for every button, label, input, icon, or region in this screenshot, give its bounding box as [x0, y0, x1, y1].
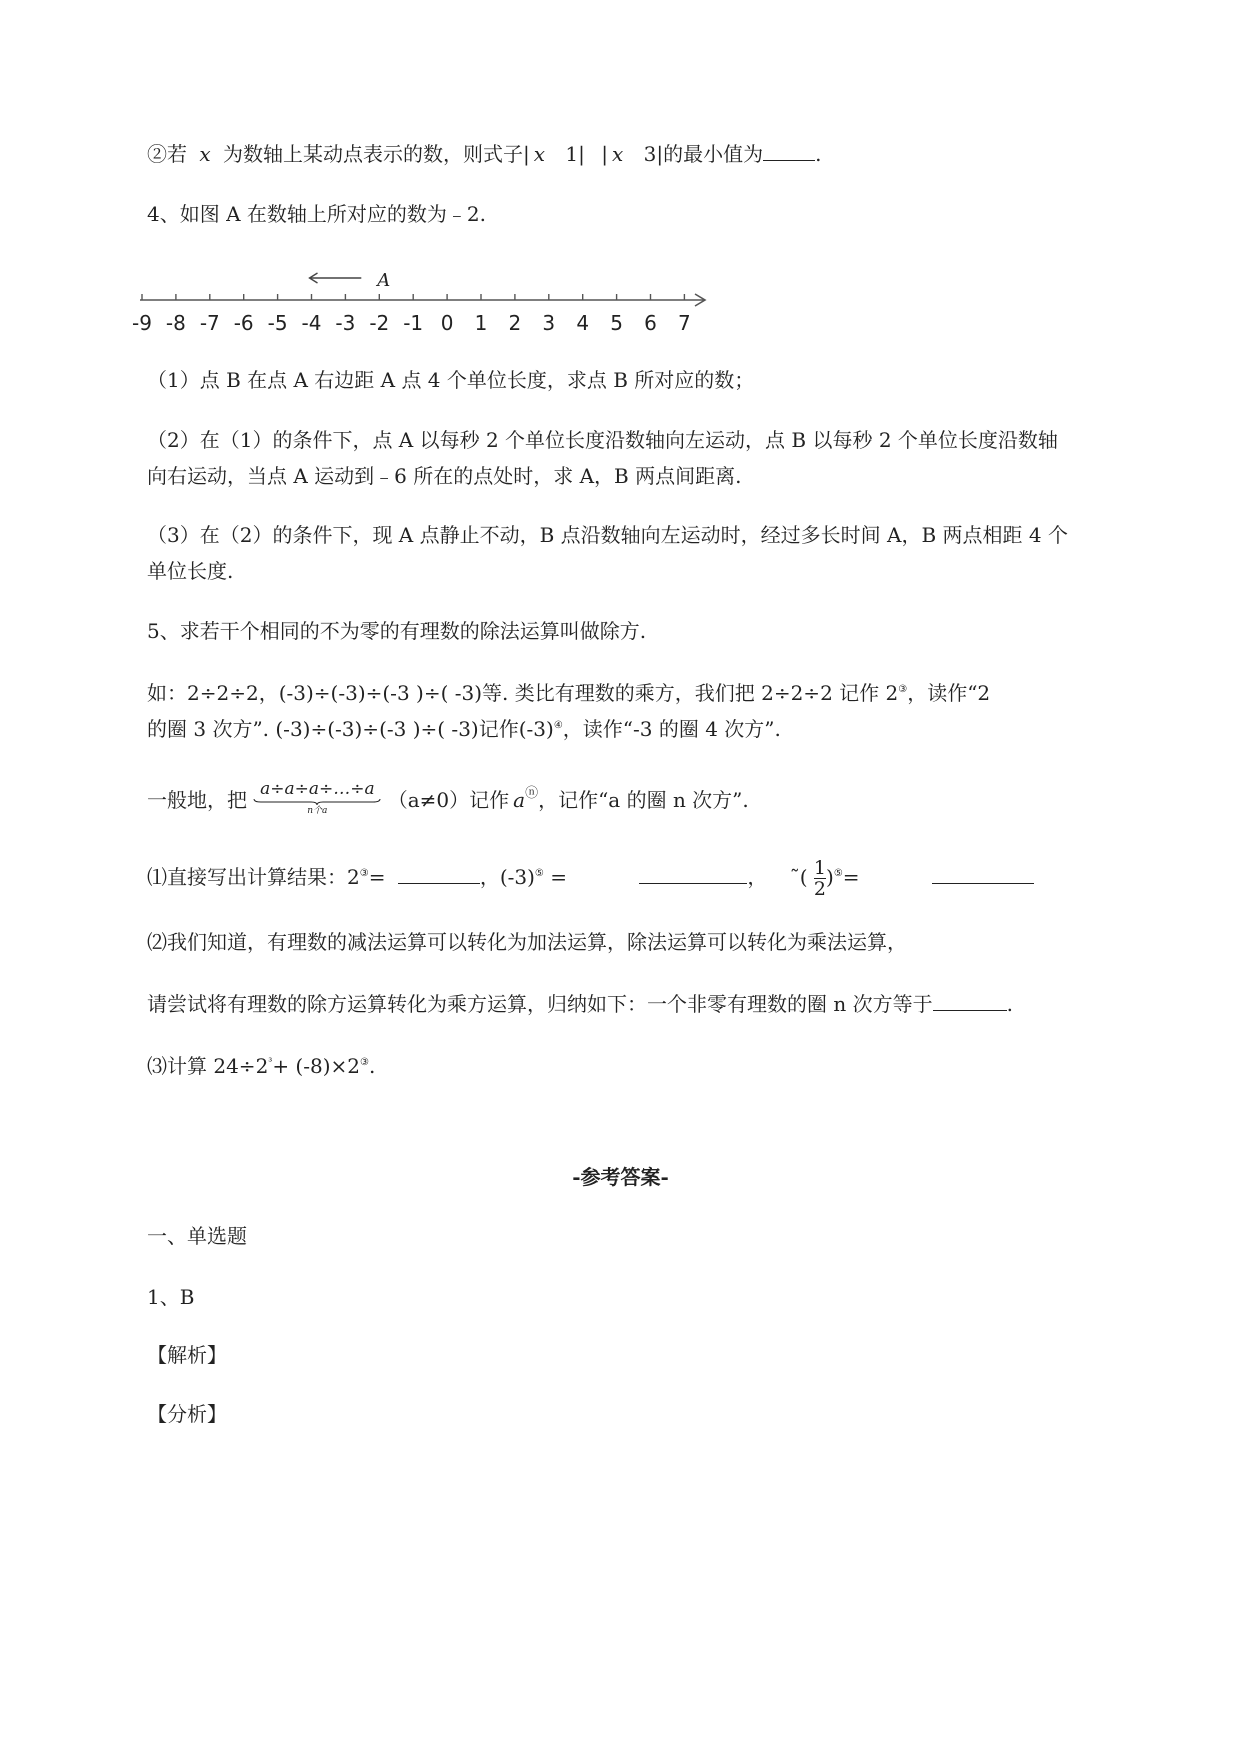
analysis-label-2: 【分析】: [147, 1402, 227, 1426]
q3-suffix: 的最小值为: [663, 142, 764, 166]
fraction-numerator: 1: [813, 857, 826, 879]
tick-label: 1: [474, 311, 488, 335]
q5-general-sup: ⓝ: [525, 786, 539, 801]
tick-label: -9: [132, 311, 152, 335]
q5-p2-blank[interactable]: [933, 996, 1007, 1011]
answers-heading: -参考答案-: [572, 1165, 669, 1189]
tick-label: -8: [165, 311, 186, 335]
number-line-ticks: [142, 294, 684, 300]
q5-p1-sup1: ③: [359, 868, 369, 879]
number-line-figure: [132, 258, 720, 338]
q5-ex1-text-a: 如：2÷2÷2，(-3)÷(-3)÷(-3 )÷( -3)等. 类比有理数的乘方，我们把 2÷2÷2 记作 2: [147, 681, 899, 705]
tick-label: -4: [301, 311, 322, 335]
tick-label: 3: [542, 311, 556, 335]
q3-expr-d: x: [611, 142, 624, 166]
analysis-label: 【解析】: [147, 1343, 227, 1367]
number-line-labels: [132, 311, 691, 335]
tick-label: 6: [644, 311, 657, 335]
question-4-intro: 4、如图 A 在数轴上所对应的数为﹣2.: [147, 202, 486, 226]
q5-p1-d: =: [543, 865, 568, 889]
q5-ex1-sup: ③: [898, 684, 908, 695]
question-4-sub-2-line-2: 向右运动，当点 A 运动到﹣6 所在的点处时，求 A，B 两点间距离.: [147, 464, 742, 488]
q5-p3-sup2: ③: [360, 1057, 369, 1068]
question-5-example-line-1: [147, 676, 990, 707]
q5-ex2-text-b: ，读作“-3 的圈 4 次方”.: [562, 717, 781, 741]
question-5-part-3: [147, 1049, 375, 1080]
q3-mid: 为数轴上某动点表示的数，则式子|: [223, 142, 530, 166]
tick-label: -2: [369, 311, 390, 335]
tick-label: -3: [335, 311, 356, 335]
q5-p1-blank-1[interactable]: [398, 869, 480, 884]
question-5-part-2-line-2: [147, 990, 1013, 1018]
q3-expr-b: 1|: [565, 142, 585, 166]
q5-general-c: ，记作“a 的圈 n 次方”.: [538, 788, 749, 812]
q5-p1-paren: (: [799, 865, 808, 889]
q3-expr-a: x: [533, 142, 546, 166]
tick-label: -7: [199, 311, 220, 335]
answers-section-title: 一、单选题: [147, 1224, 247, 1248]
q3-end: .: [815, 142, 822, 166]
q3-var-x: x: [199, 142, 211, 166]
underbrace-expression: [253, 780, 381, 816]
question-4-sub-2-line-1: （2）在（1）的条件下，点 A 以每秒 2 个单位长度沿数轴向左运动，点 B 以每秒 2 个单位长度沿数轴: [147, 428, 1058, 452]
q5-p1-close: ): [826, 865, 834, 889]
q5-p1-blank-2[interactable]: [639, 869, 747, 884]
q5-ex1-text-b: ，读作“2: [907, 681, 991, 705]
q5-general-a: 一般地，把: [147, 788, 247, 812]
question-5-part-2-line-1: ⑵我们知道，有理数的减法运算可以转化为加法运算，除法运算可以转化为乘法运算，: [147, 930, 907, 954]
tick-label: -6: [233, 311, 254, 335]
tick-label: 4: [576, 311, 590, 335]
q5-p3-b: + (-8)×2: [272, 1054, 360, 1078]
q5-p3-sup1: ³: [268, 1057, 273, 1068]
q5-p1-b: =: [368, 865, 386, 889]
q5-p3-c: .: [368, 1054, 376, 1078]
fraction-one-half: [814, 858, 826, 899]
tick-label: 7: [678, 311, 691, 335]
tick-label: 0: [440, 311, 454, 335]
q5-p1-a: ⑴直接写出计算结果：2: [147, 865, 360, 889]
question-5-general-definition: [147, 780, 749, 820]
question-4-sub-3-line-2: 单位长度.: [147, 559, 234, 583]
tick-label: -1: [403, 311, 424, 335]
q3-expr-e: 3|: [643, 142, 664, 166]
q5-p1-sup3: ⑤: [833, 868, 843, 879]
tick-label: 5: [610, 311, 623, 335]
answer-item-1: 1、B: [147, 1285, 195, 1309]
q3-expr-c: |: [601, 142, 608, 166]
q5-p3-a: ⑶计算 24÷2: [147, 1054, 269, 1078]
q5-general-b: （a≠0）记作: [387, 788, 510, 812]
tick-label: 2: [508, 311, 522, 335]
q5-p2-text: 请尝试将有理数的除方运算转化为乘方运算，归纳如下：一个非零有理数的圈 n 次方等于: [147, 992, 933, 1016]
q5-general-var: a: [513, 788, 526, 812]
question-3-part-2: [147, 140, 821, 168]
q5-ex2-sup: ④: [553, 720, 563, 731]
q5-ex2-text-a: 的圈 3 次方”. (-3)÷(-3)÷(-3 )÷( -3)记作(-3): [147, 717, 554, 741]
question-5-intro: 5、求若干个相同的不为零的有理数的除法运算叫做除方.: [147, 619, 647, 643]
q5-p1-f: =: [842, 865, 860, 889]
q3-prefix: ②若: [147, 142, 187, 166]
number-line-axis: [140, 294, 705, 306]
q5-p1-tilde: ˜: [789, 865, 800, 889]
q5-p1-sup2: ⑤: [534, 868, 544, 879]
point-a-label: A: [377, 270, 391, 291]
underbrace-label: n个a: [307, 805, 328, 816]
question-4-sub-1: （1）点 B 在点 A 右边距 A 点 4 个单位长度，求点 B 所对应的数；: [147, 368, 755, 392]
q5-p1-blank-3[interactable]: [932, 869, 1034, 884]
underbrace-expr-text: a÷a÷a÷…÷a: [260, 778, 375, 799]
q5-p1-e: ，: [747, 865, 768, 889]
tick-label: -5: [267, 311, 288, 335]
question-5-part-1: [147, 858, 1034, 899]
question-4-sub-3-line-1: （3）在（2）的条件下，现 A 点静止不动，B 点沿数轴向左运动时，经过多长时间 A，B 两点相距 4 个: [147, 523, 1068, 547]
question-5-example-line-2: [147, 712, 781, 743]
fraction-denominator: 2: [813, 878, 826, 900]
q5-p2-end: .: [1006, 992, 1013, 1016]
point-a-marker: [310, 270, 391, 291]
q3-answer-blank[interactable]: [763, 146, 815, 161]
underbrace-icon: [253, 798, 381, 806]
q5-p1-c: ，(-3): [479, 865, 535, 889]
